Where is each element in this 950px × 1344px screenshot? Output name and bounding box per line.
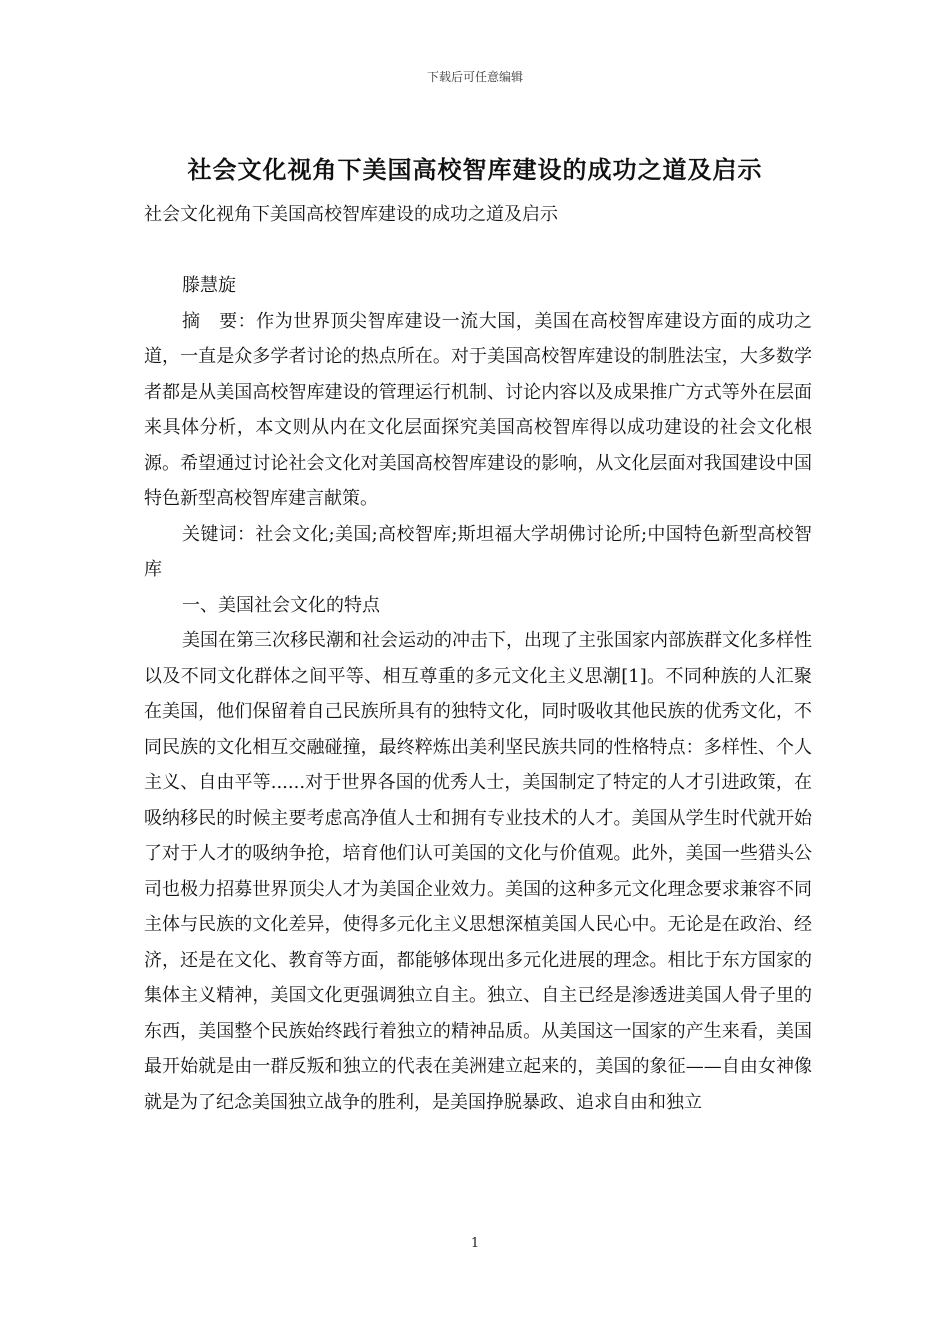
section-heading: 一、美国社会文化的特点 bbox=[182, 594, 380, 616]
document-body bbox=[144, 197, 812, 1120]
keywords-paragraph: 关键词：社会文化;美国;高校智库;斯坦福大学胡佛讨论所;中国特色新型高校智库 bbox=[144, 523, 812, 580]
body-paragraph: 美国在第三次移民潮和社会运动的冲击下，出现了主张国家内部族群文化多样性以及不同文化群体之间平等、相互尊重的多元文化主义思潮[1]。不同种族的人汇聚在美国，他们保留着自己民族所具有的独特文化，同时吸收其他民族的优秀文化，不同民族的文化相互交融碰撞，最终粹炼出美利坚民族共同的性格特点：多样性、个人主义、自由平等......对于世界各国的优秀人士，美国制定了特定的人才引进政策，在吸纳移民的时候主要考虑高净值人士和拥有专业技术的人才。美国从学生时代就开始了对于人才的吸纳争抢，培育他们认可美国的文化与价值观。此外，美国一些猎头公司也极力招募世界顶尖人才为美国企业效力。美国的这种多元文化理念要求兼容不同主体与民族的文化差异，使得多元化主义思想深植美国人民心中。无论是在政治、经济，还是在文化、教育等方面，都能够体现出多元化进展的理念。相比于东方国家的集体主义精神，美国文化更强调独立自主。独立、自主已经是渗透进美国人骨子里的东西，美国整个民族始终践行着独立的精神品质。从美国这一国家的产生来看，美国最开始就是由一群反叛和独立的代表在美洲建立起来的，美国的象征——自由女神像就是为了纪念美国独立战争的胜利，是美国挣脱暴政、追求自由和独立 bbox=[144, 630, 812, 1113]
document-title: 社会文化视角下美国高校智库建设的成功之道及启示 bbox=[187, 155, 763, 184]
subtitle: 社会文化视角下美国高校智库建设的成功之道及启示 bbox=[144, 204, 558, 225]
page-number: 1 bbox=[470, 1236, 480, 1251]
header-note: 下载后可任意编辑 bbox=[426, 70, 523, 84]
author-name: 滕慧旋 bbox=[182, 275, 236, 296]
abstract-paragraph: 摘 要：作为世界顶尖智库建设一流大国，美国在高校智库建设方面的成功之道，一直是众多学者讨论的热点所在。对于美国高校智库建设的制胜法宝，大多数学者都是从美国高校智库建设的管理运行机制、讨论内容以及成果推广方式等外在层面来具体分析，本文则从内在文化层面探究美国高校智库得以成功建设的社会文化根源。希望通过讨论社会文化对美国高校智库建设的影响，从文化层面对我国建设中国特色新型高校智库建言献策。 bbox=[144, 310, 812, 509]
